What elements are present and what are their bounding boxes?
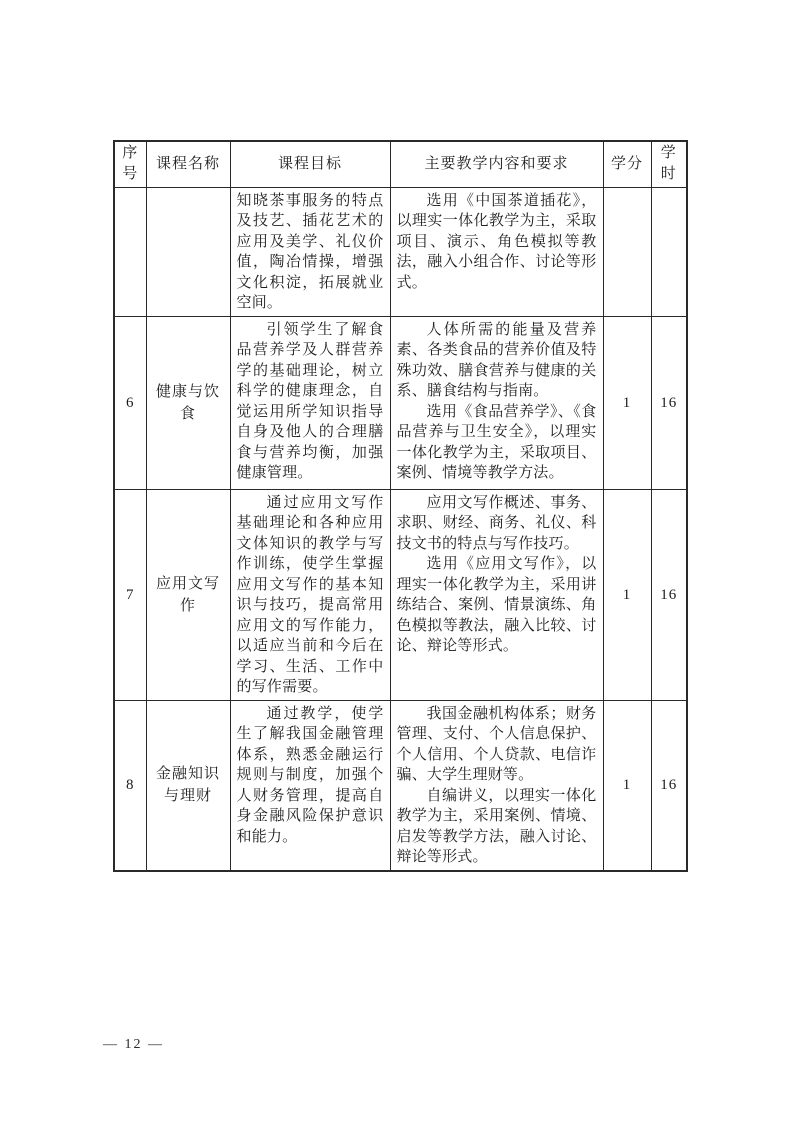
cell-credits: 1 bbox=[603, 489, 651, 700]
cell-course-name bbox=[146, 187, 230, 316]
cell-index: 7 bbox=[114, 489, 146, 700]
cell-content bbox=[390, 187, 603, 316]
content-paragraph: 选用《应用文写作》，以理实一体化教学为主，采用讲练结合、案例、情景演练、角色模拟等教法，融入比较、讨论、辩论等形式。 bbox=[396, 556, 597, 654]
cell-credits: 1 bbox=[603, 316, 651, 489]
cell-credits bbox=[603, 187, 651, 316]
cell-course-name: 应用文写作 bbox=[146, 489, 230, 700]
cell-course-name: 金融知识与理财 bbox=[146, 700, 230, 871]
cell-content bbox=[390, 316, 603, 489]
table-row bbox=[114, 316, 687, 489]
cell-hours bbox=[651, 187, 687, 316]
content-paragraph: 人体所需的能量及营养素、各类食品的营养价值及特殊功效、膳食营养与健康的关系、膳食结构与指南。 bbox=[396, 321, 597, 399]
objective-paragraph: 通过教学，使学生了解我国金融管理体系，熟悉金融运行规则与制度，加强个人财务管理，提高自身金融风险保护意识和能力。 bbox=[236, 705, 384, 845]
table-row bbox=[114, 489, 687, 700]
cell-objective bbox=[230, 489, 390, 700]
content-paragraph: 应用文写作概述、事务、求职、财经、商务、礼仪、科技文书的特点与写作技巧。 bbox=[396, 494, 597, 552]
header-cell-content: 主要教学内容和要求 bbox=[390, 141, 603, 187]
objective-paragraph: 引领学生了解食品营养学及人群营养学的基础理论，树立科学的健康理念，自觉运用所学知识指导自身及他人的合理膳食与营养均衡，加强健康管理。 bbox=[236, 321, 384, 481]
header-cell-hours: 学时 bbox=[651, 141, 687, 187]
objective-paragraph: 知晓茶事服务的特点及技艺、插花艺术的应用及美学、礼仪价值，陶冶情操，增强文化积淀，拓展就业空间。 bbox=[236, 192, 384, 311]
cell-objective bbox=[230, 316, 390, 489]
cell-index bbox=[114, 187, 146, 316]
table-header-row bbox=[114, 141, 687, 187]
cell-hours: 16 bbox=[651, 700, 687, 871]
cell-content bbox=[390, 489, 603, 700]
header-cell-credits: 学分 bbox=[603, 141, 651, 187]
header-cell-index: 序号 bbox=[114, 141, 146, 187]
cell-objective bbox=[230, 700, 390, 871]
cell-index: 8 bbox=[114, 700, 146, 871]
cell-course-name: 健康与饮食 bbox=[146, 316, 230, 489]
cell-objective bbox=[230, 187, 390, 316]
content-paragraph: 选用《食品营养学》、《食品营养与卫生安全》，以理实一体化教学为主，采取项目、案例、情境等教学方法。 bbox=[396, 403, 597, 481]
cell-content bbox=[390, 700, 603, 871]
cell-credits: 1 bbox=[603, 700, 651, 871]
table-row bbox=[114, 187, 687, 316]
page-number: — 12 — bbox=[103, 1037, 164, 1052]
header-cell-objective: 课程目标 bbox=[230, 141, 390, 187]
content-paragraph: 自编讲义，以理实一体化教学为主，采用案例、情境、启发等教学方法，融入讨论、辩论等形式。 bbox=[396, 787, 597, 865]
objective-paragraph: 通过应用文写作基础理论和各种应用文体知识的教学与写作训练，使学生掌握应用文写作的基本知识与技巧，提高常用应用文的写作能力，以适应当前和今后在学习、生活、工作中的写作需要。 bbox=[236, 494, 384, 695]
cell-hours: 16 bbox=[651, 489, 687, 700]
cell-index: 6 bbox=[114, 316, 146, 489]
content-paragraph: 我国金融机构体系；财务管理、支付、个人信息保护、个人信用、个人贷款、电信诈骗、大学生理财等。 bbox=[396, 705, 597, 783]
table-row bbox=[114, 700, 687, 871]
content-paragraph: 选用《中国茶道插花》，以理实一体化教学为主，采取项目、演示、角色模拟等教法，融入小组合作、讨论等形式。 bbox=[396, 192, 597, 291]
course-table bbox=[113, 140, 688, 872]
header-cell-course-name: 课程名称 bbox=[146, 141, 230, 187]
cell-hours: 16 bbox=[651, 316, 687, 489]
